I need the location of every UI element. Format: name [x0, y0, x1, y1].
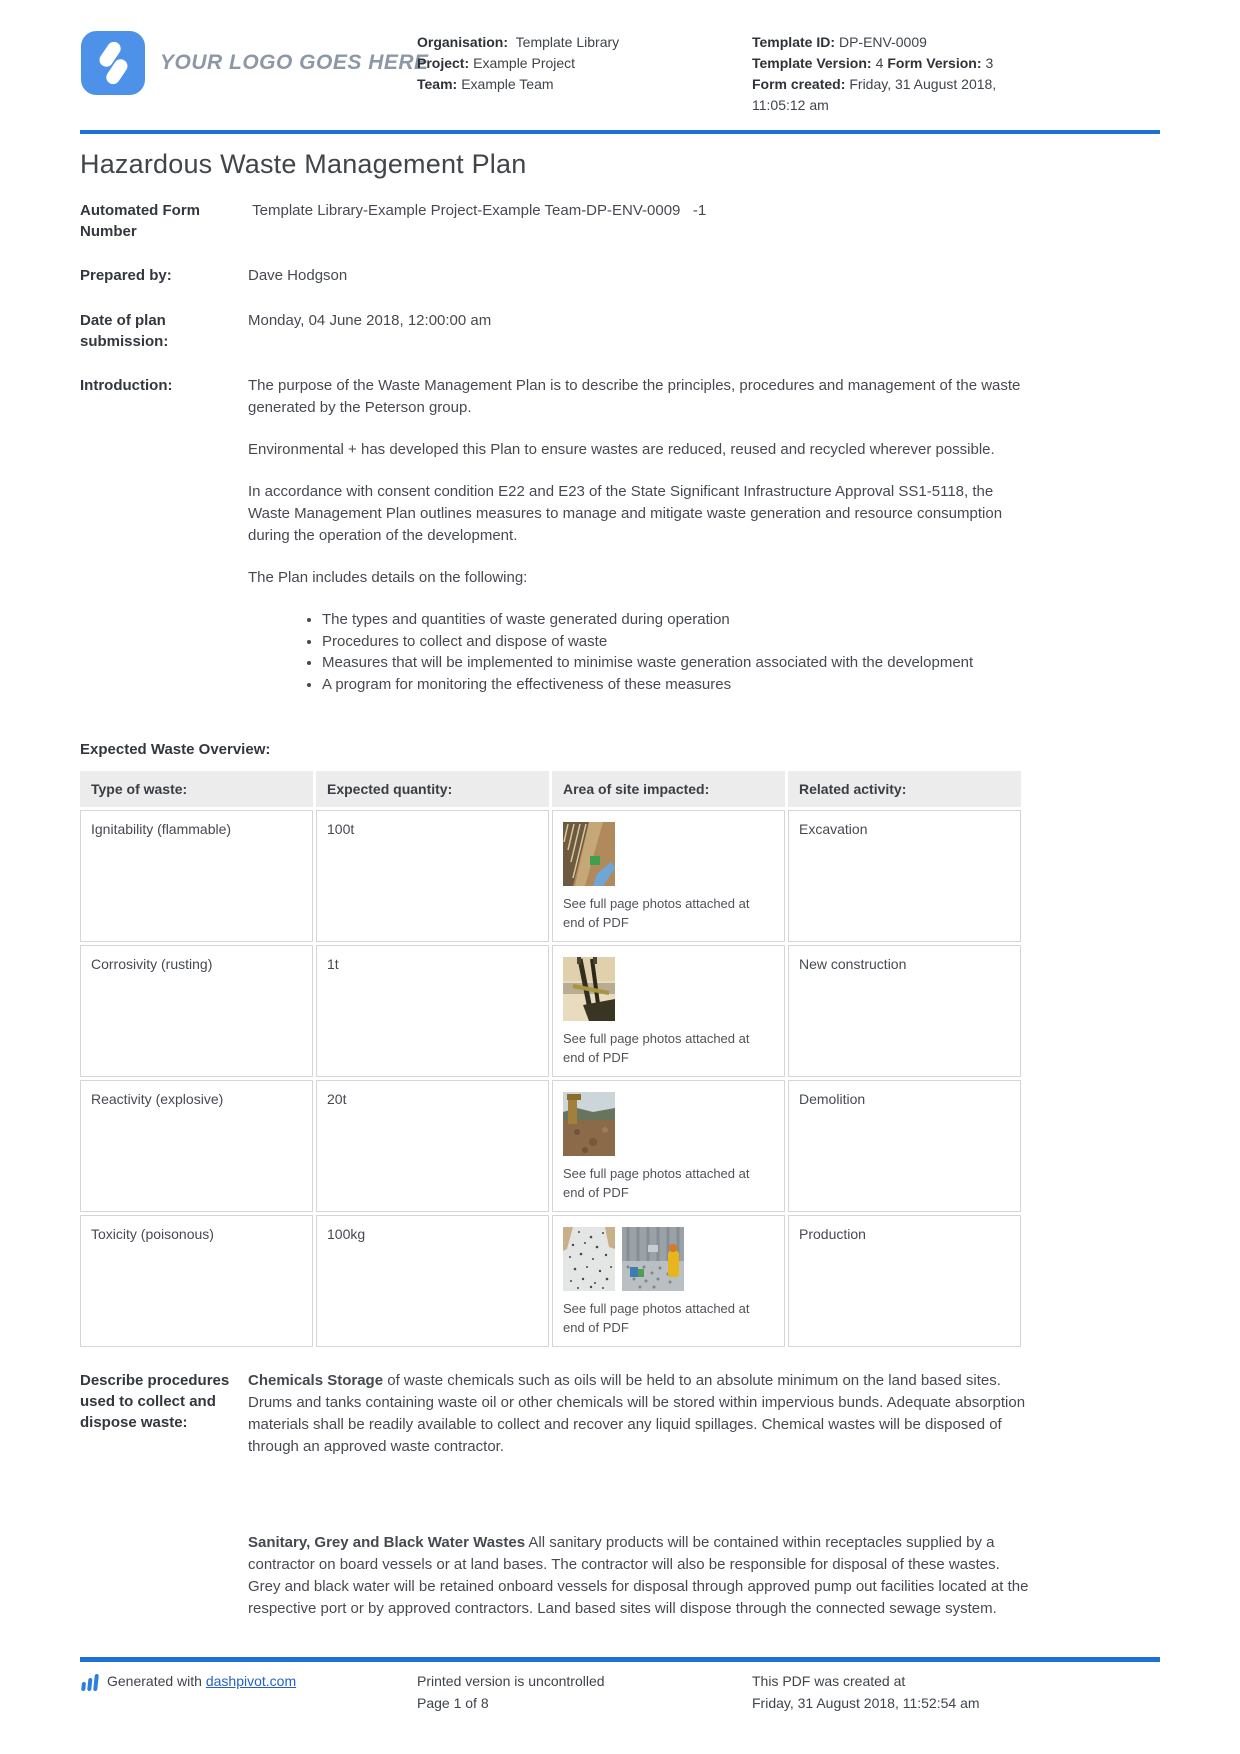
table-row: [80, 1080, 1021, 1212]
waste-type-cell: Toxicity (poisonous): [80, 1215, 313, 1347]
company-logo-icon: [80, 30, 146, 96]
waste-type-cell: Ignitability (flammable): [80, 810, 313, 942]
table-row: [80, 945, 1021, 1077]
col-header-activity: Related activity:: [788, 771, 1021, 807]
introduction-label: Introduction:: [80, 377, 173, 394]
photo-row: [563, 957, 774, 1021]
generated-with-text: [107, 1670, 296, 1692]
crushed-gravel-photo: [563, 1227, 615, 1291]
form-version-value: 3: [985, 55, 994, 71]
waste-type-cell: Reactivity (explosive): [80, 1080, 313, 1212]
prepared-by-value: Dave Hodgson: [248, 267, 348, 284]
chemicals-storage-text: of waste chemicals such as oils will be held to an absolute minimum on the land based sites. Drums and tanks containing waste oil or other chemicals will be stored within impervious bunds. Adequate absorption materials shall be readily available to collect and recover any liquid spillages. Chemical wastes will be disposed of through an approved waste contractor.: [248, 1372, 1026, 1455]
team-value: Example Team: [461, 76, 554, 92]
procedures-label: Describe procedures used to collect and dispose waste:: [80, 1372, 230, 1431]
form-created-value: Friday, 31 August 2018, 11:05:12 am: [752, 76, 997, 113]
chemicals-storage-heading: Chemicals Storage: [248, 1372, 384, 1389]
template-version-value: 4: [875, 55, 884, 71]
bullet-item: • The types and quantities of waste generated during operation: [322, 609, 1030, 631]
organisation-line: [417, 32, 752, 53]
team-label: Team:: [417, 76, 458, 92]
team-line: [417, 74, 752, 95]
procedures-paragraph-2: [248, 1532, 1030, 1620]
project-line: [417, 53, 752, 74]
field-date-of-plan: [80, 310, 1160, 352]
photo-caption: See full page photos attached at end of PDF: [563, 1301, 750, 1335]
document-header: [80, 30, 1160, 116]
footer-generated: [80, 1670, 417, 1714]
page-title: Hazardous Waste Management Plan: [80, 149, 527, 179]
intro-paragraph-4: The Plan includes details on the following:: [248, 569, 528, 586]
pdf-created-value: Friday, 31 August 2018, 11:52:54 am: [752, 1695, 980, 1711]
generated-prefix: Generated with: [107, 1673, 206, 1689]
template-id-label: Template ID:: [752, 34, 835, 50]
procedures-value: [248, 1370, 1030, 1620]
expected-waste-table: [77, 768, 1024, 1350]
automated-form-number-value: Template Library-Example Project-Example Team-DP-ENV-0009 -1: [248, 202, 707, 219]
intro-paragraph-3: In accordance with consent condition E22 and E23 of the State Significant Infrastructure Approval SS1-5118, the Waste Management Plan outlines measures to manage and mitigate waste generation and resource consumption during the operation of the development.: [248, 483, 1003, 544]
photo-row: [563, 1092, 774, 1156]
automated-form-number-label: Automated Form Number: [80, 202, 200, 240]
field-procedures: [80, 1370, 1160, 1620]
project-value: Example Project: [473, 55, 576, 71]
col-header-type: Type of waste:: [80, 771, 313, 807]
intro-paragraph-2: Environmental + has developed this Plan to ensure wastes are reduced, reused and recycled wherever possible.: [248, 441, 995, 458]
logo: [80, 30, 429, 96]
quantity-cell: 100t: [316, 810, 549, 942]
versions-line: [752, 53, 1032, 74]
bullet-item: • A program for monitoring the effectiveness of these measures: [322, 674, 1030, 696]
header-divider: [80, 130, 1160, 134]
printed-version-text: Printed version is uncontrolled: [417, 1673, 605, 1689]
page-number-text: Page 1 of 8: [417, 1695, 489, 1711]
expected-waste-overview-label: Expected Waste Overview:: [80, 741, 271, 758]
col-header-quantity: Expected quantity:: [316, 771, 549, 807]
date-of-plan-value: Monday, 04 June 2018, 12:00:00 am: [248, 312, 492, 329]
area-impacted-cell: [552, 945, 785, 1077]
bullet-item: • Measures that will be implemented to minimise waste generation associated with the development: [322, 652, 1030, 674]
procedures-paragraph-1: [248, 1370, 1030, 1458]
photo-caption: See full page photos attached at end of PDF: [563, 1166, 750, 1200]
photo-caption: See full page photos attached at end of PDF: [563, 896, 750, 930]
photo-caption: See full page photos attached at end of PDF: [563, 1031, 750, 1065]
related-activity-cell: Demolition: [788, 1080, 1021, 1212]
template-id-value: DP-ENV-0009: [838, 34, 927, 50]
pdf-created-label: This PDF was created at: [752, 1673, 906, 1689]
table-header-row: [80, 771, 1021, 807]
footer-divider: [80, 1657, 1160, 1662]
footer-printed-block: [417, 1670, 752, 1714]
waste-type-cell: Corrosivity (rusting): [80, 945, 313, 1077]
template-version-label: Template Version:: [752, 55, 872, 71]
project-label: Project:: [417, 55, 470, 71]
rusted-metal-photo: [563, 957, 615, 1021]
field-introduction: [80, 375, 1160, 695]
quantity-cell: 20t: [316, 1080, 549, 1212]
table-row: [80, 810, 1021, 942]
photo-row: [563, 822, 774, 886]
sanitary-wastes-text: All sanitary products will be contained within receptacles supplied by a contractor on board vessels or at land bases. The contractor will also be responsible for disposal of these wastes. Grey and black water will be retained onboard vessels for disposal through approved pump out facilities located at the respective port or by approved contractors. Land based sites will dispose through the connected sewage system.: [248, 1534, 1029, 1617]
dashpivot-link[interactable]: dashpivot.com: [205, 1673, 297, 1689]
related-activity-cell: New construction: [788, 945, 1021, 1077]
area-impacted-cell: [552, 1080, 785, 1212]
related-activity-cell: Production: [788, 1215, 1021, 1347]
header-template-block: [752, 30, 1032, 116]
demolition-rubble-photo: [563, 1092, 615, 1156]
footer-created-block: [752, 1670, 1160, 1714]
intro-paragraph-1: The purpose of the Waste Management Plan is to describe the principles, procedures and management of the waste generated by the Peterson group.: [248, 377, 1021, 416]
introduction-value: [248, 375, 1030, 695]
photo-row: [563, 1227, 774, 1291]
container-interior-photo: [622, 1227, 684, 1291]
template-id-line: [752, 32, 1032, 53]
table-row: [80, 1215, 1021, 1347]
field-prepared-by: [80, 265, 1160, 287]
form-created-line: [752, 74, 1032, 116]
excavation-trench-photo: [563, 822, 615, 886]
area-impacted-cell: [552, 1215, 785, 1347]
organisation-label: Organisation:: [417, 34, 509, 50]
intro-bullet-list: [248, 609, 1030, 695]
form-version-label: Form Version:: [887, 55, 982, 71]
bar-chart-icon: [80, 1673, 100, 1691]
bullet-item: • Procedures to collect and dispose of waste: [322, 631, 1030, 653]
quantity-cell: 100kg: [316, 1215, 549, 1347]
page-footer: [80, 1657, 1160, 1714]
quantity-cell: 1t: [316, 945, 549, 1077]
col-header-area: Area of site impacted:: [552, 771, 785, 807]
header-org-block: [417, 30, 752, 95]
area-impacted-cell: [552, 810, 785, 942]
related-activity-cell: Excavation: [788, 810, 1021, 942]
date-of-plan-label: Date of plan submission:: [80, 312, 169, 350]
logo-placeholder-text: YOUR LOGO GOES HERE: [160, 51, 429, 74]
organisation-value: Template Library: [515, 34, 620, 50]
field-automated-form-number: [80, 200, 1160, 242]
sanitary-wastes-heading: Sanitary, Grey and Black Water Wastes: [248, 1534, 526, 1551]
prepared-by-label: Prepared by:: [80, 267, 172, 284]
form-created-label: Form created:: [752, 76, 846, 92]
